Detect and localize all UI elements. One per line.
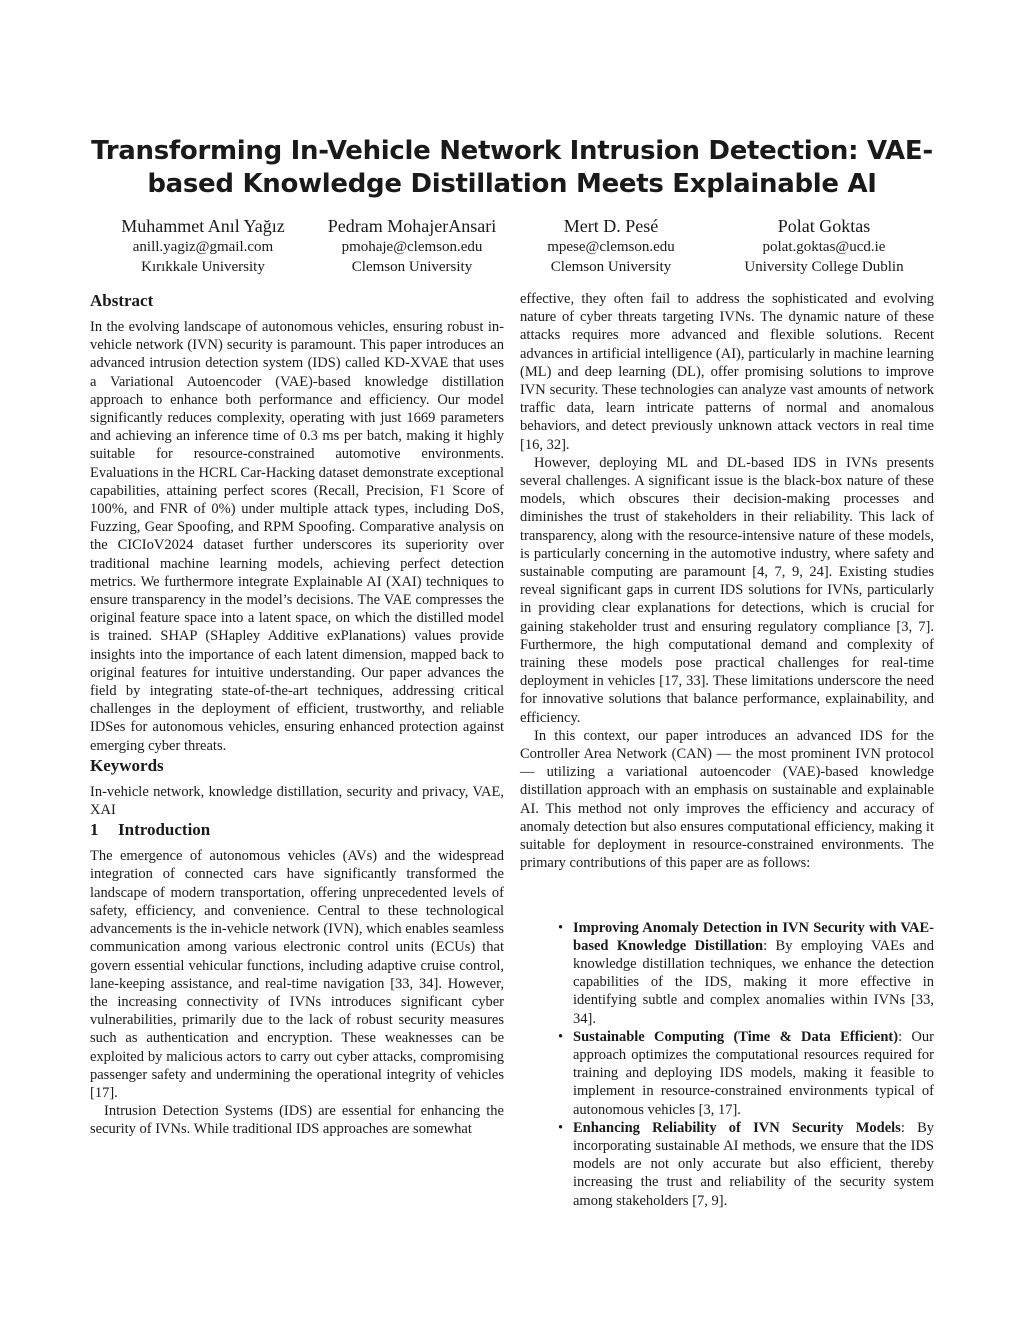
intro-paragraph-3: However, deploying ML and DL-based IDS in IVNs presents several challenges. A significant issue is the black-box nature of these models, which obscures their decision-making processes and diminishes the trust of stakeholders in their reliability. This lack of transparency, along with the resource-intensive nature of these models, is particularly concerning in the automotive industry, where safety and sustainable computing are paramount [4, 7, 9, 24]. Existing studies reveal significant gaps in current IDS solutions for IVNs, particularly in providing clear explanations for detections, which is crucial for gaining stakeholder trust and ensuring regulatory compliance [3, 7]. Furthermore, the high computational demand and complexity of training these models pose practical challenges for real-time deployment in vehicles [17, 33]. These limitations underscore the need for innovative solutions that balance performance, explainability, and efficiency. <box>520 454 934 726</box>
bullet-icon: • <box>558 1028 564 1045</box>
intro-paragraph-4: In this context, our paper introduces an advanced IDS for the Controller Area Network (CAN) — the most prominent IVN protocol — utilizing a variational autoencoder (VAE)-based knowledge distillation approach with an emphasis on sustainable and explainable AI. This method not only improves the efficiency and accuracy of anomaly detection but also ensures computational efficiency, making it suitable for deployment in resource-constrained environments. The primary contributions of this paper are as follows: <box>520 727 934 872</box>
author-name: Pedram MohajerAnsari <box>327 216 497 236</box>
author-email: pmohaje@clemson.edu <box>341 239 483 255</box>
author-block <box>90 215 934 277</box>
author-4 <box>714 215 934 277</box>
author-3 <box>508 215 714 277</box>
author-affiliation: Clemson University <box>550 259 672 275</box>
list-item <box>520 1028 934 1119</box>
section-number: 1 <box>90 820 99 840</box>
abstract-text: In the evolving landscape of autonomous vehicles, ensuring robust in-vehicle network (IVN) security is paramount. This paper introduces an advanced intrusion detection system (IDS) called KD-XVAE that uses a Variational Autoencoder (VAE)-based knowledge distillation approach to enhance both performance and efficiency. Our model significantly reduces complexity, operating with just 1669 parameters and achieving an inference time of 0.3 ms per batch, making it highly suitable for resource-constrained automotive environments. Evaluations in the HCRL Car-Hacking dataset demonstrate exceptional capabilities, attaining perfect scores (Recall, Precision, F1 Score of 100%, and FNR of 0%) under multiple attack types, including DoS, Fuzzing, Gear Spoofing, and RPM Spoofing. Comparative analysis on the CICIoV2024 dataset further underscores its superiority over traditional machine learning models, achieving perfect detection metrics. We furthermore integrate Explainable AI (XAI) techniques to ensure transparency in the model’s decisions. The VAE compresses the original feature space into a latent space, on which the distilled model is trained. SHAP (SHapley Additive exPlanations) values provide insights into the importance of each latent dimension, mapped back to original features for intuitive understanding. Our paper advances the field by integrating state-of-the-art techniques, addressing critical challenges in the deployment of efficient, trustworthy, and reliable IDSes for autonomous vehicles, ensuring enhanced protection against emerging cyber threats. <box>90 319 504 754</box>
contributions-list <box>520 919 934 1210</box>
author-email: mpese@clemson.edu <box>547 239 675 255</box>
author-affiliation: Clemson University <box>351 259 473 275</box>
list-item <box>520 1119 934 1210</box>
author-email: anill.yagiz@gmail.com <box>132 239 274 255</box>
author-name: Muhammet Anıl Yağız <box>121 216 285 236</box>
contribution-title: Improving Anomaly Detection in IVN Security with VAE-based Knowledge Distillation <box>573 919 934 954</box>
intro-paragraph-2: Intrusion Detection Systems (IDS) are essential for enhancing the security of IVNs. While traditional IDS approaches are somewhat <box>90 1103 504 1138</box>
keywords-text: In-vehicle network, knowledge distillation, security and privacy, VAE, XAI <box>90 783 504 819</box>
intro-paragraph-2-cont: effective, they often fail to address the sophisticated and evolving nature of cyber threats targeting IVNs. The dynamic nature of these attacks requires more advanced and flexible solutions. Recent advances in artificial intelligence (AI), particularly in machine learning (ML) and deep learning (DL), offer promising solutions to improve IVN security. These technologies can analyze vast amounts of network traffic data, learn intricate patterns of normal and anomalous behaviors, and detect previously unknown attack vectors in real time [16, 32]. <box>520 291 934 453</box>
author-name: Polat Goktas <box>777 216 871 236</box>
contribution-text: : Our approach optimizes the computational resources required for training and deploying IDS models, making it feasible to implement in resource-constrained environments typical of autonomous vehicles [3, 17]. <box>573 1028 934 1118</box>
author-1 <box>90 215 316 277</box>
paper-title: Transforming In-Vehicle Network Intrusion Detection: VAE-based Knowledge Distillation Meets Explainable AI <box>91 136 933 199</box>
left-column <box>90 290 504 1139</box>
author-email: polat.goktas@ucd.ie <box>762 239 886 255</box>
bullet-icon: • <box>558 919 564 936</box>
list-item <box>520 919 934 1028</box>
introduction-heading <box>90 819 504 841</box>
contribution-title: Sustainable Computing (Time & Data Efficient) <box>573 1028 899 1045</box>
contribution-text: : By employing VAEs and knowledge distillation techniques, we enhance the detection capabilities of the IDS, making it more effective in identifying subtle and complex anomalies within IVNs [33, 34]. <box>573 937 934 1027</box>
author-affiliation: Kırıkkale University <box>141 259 265 275</box>
intro-paragraph-1: The emergence of autonomous vehicles (AVs) and the widespread integration of connected cars have significantly transformed the landscape of modern transportation, offering unprecedented levels of safety, efficiency, and convenience. Central to these technological advancements is the in-vehicle network (IVN), which enables seamless communication among various electronic control units (ECUs) that govern essential vehicular functions, including adaptive cruise control, lane-keeping assistance, and real-time navigation [33, 34]. However, the increasing connectivity of IVNs introduces significant cyber vulnerabilities, primarily due to the lack of robust security measures such as authentication and encryption. These weaknesses can be exploited by malicious actors to carry out cyber attacks, compromising passenger safety and undermining the operational integrity of vehicles [17]. <box>90 848 504 1101</box>
keywords-heading: Keywords <box>90 755 164 775</box>
abstract-heading: Abstract <box>90 291 154 310</box>
section-title: Introduction <box>118 820 211 840</box>
contribution-text: : By incorporating sustainable AI methods, we ensure that the IDS models are not only accurate but also efficient, thereby increasing the trust and reliability of the security system among stakeholders [7, 9]. <box>573 1119 934 1209</box>
author-affiliation: University College Dublin <box>744 259 904 275</box>
author-name: Mert D. Pesé <box>563 216 659 236</box>
bullet-icon: • <box>558 1119 564 1136</box>
right-column <box>520 290 934 1210</box>
contribution-title: Enhancing Reliability of IVN Security Models <box>573 1119 901 1136</box>
author-2 <box>316 215 508 277</box>
